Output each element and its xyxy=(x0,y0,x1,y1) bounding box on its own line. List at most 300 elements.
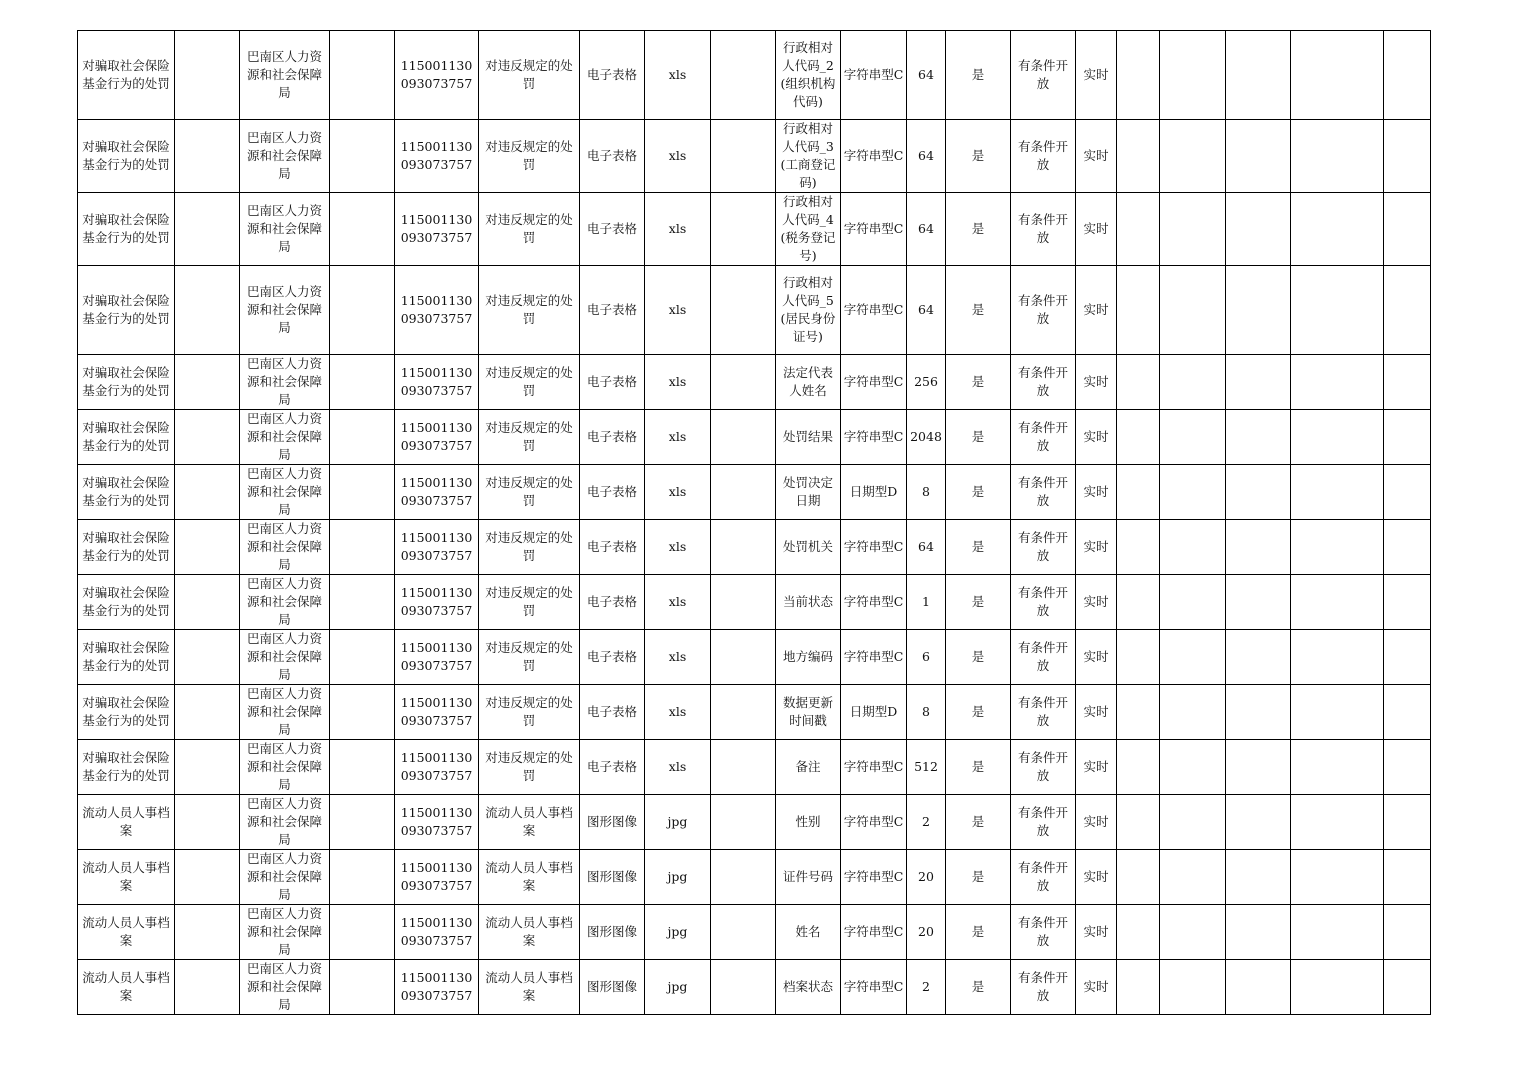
empty-cell xyxy=(711,795,776,850)
format-type-cell: 电子表格 xyxy=(580,410,645,465)
empty-cell xyxy=(1226,120,1291,193)
category-cell: 对违反规定的处罚 xyxy=(479,193,580,266)
empty-cell xyxy=(1117,740,1160,795)
field-length-cell: 1 xyxy=(907,575,946,630)
open-type-cell: 有条件开放 xyxy=(1011,575,1076,630)
empty-cell xyxy=(1160,740,1226,795)
format-type-cell: 电子表格 xyxy=(580,685,645,740)
empty-cell xyxy=(175,905,240,960)
empty-cell xyxy=(1160,630,1226,685)
open-type-cell: 有条件开放 xyxy=(1011,850,1076,905)
data-type-cell: 字符串型C xyxy=(841,630,907,685)
empty-cell xyxy=(1226,575,1291,630)
table-row xyxy=(78,355,1431,410)
category-cell: 对违反规定的处罚 xyxy=(479,520,580,575)
file-ext-cell: xls xyxy=(645,740,711,795)
update-freq-cell: 实时 xyxy=(1076,740,1117,795)
field-length-cell: 64 xyxy=(907,520,946,575)
data-type-cell: 字符串型C xyxy=(841,410,907,465)
file-ext-cell: jpg xyxy=(645,795,711,850)
empty-cell xyxy=(1160,575,1226,630)
format-type-cell: 图形图像 xyxy=(580,905,645,960)
file-ext-cell: jpg xyxy=(645,850,711,905)
empty-cell xyxy=(711,905,776,960)
empty-cell xyxy=(1160,905,1226,960)
empty-cell xyxy=(330,31,395,120)
update-freq-cell: 实时 xyxy=(1076,685,1117,740)
empty-cell xyxy=(1384,410,1431,465)
empty-cell xyxy=(1384,266,1431,355)
file-ext-cell: xls xyxy=(645,120,711,193)
credit-code-cell: 115001130093073757 xyxy=(395,630,479,685)
credit-code-cell: 115001130093073757 xyxy=(395,575,479,630)
data-type-cell: 字符串型C xyxy=(841,960,907,1015)
data-type-cell: 字符串型C xyxy=(841,120,907,193)
category-cell: 对违反规定的处罚 xyxy=(479,630,580,685)
field-length-cell: 64 xyxy=(907,120,946,193)
empty-cell xyxy=(1160,795,1226,850)
field-length-cell: 64 xyxy=(907,31,946,120)
required-cell: 是 xyxy=(946,266,1011,355)
update-freq-cell: 实时 xyxy=(1076,120,1117,193)
category-cell: 对违反规定的处罚 xyxy=(479,31,580,120)
empty-cell xyxy=(1117,410,1160,465)
catalog-table xyxy=(77,30,1431,1015)
table-row xyxy=(78,120,1431,193)
field-name-cell: 地方编码 xyxy=(776,630,841,685)
category-cell: 对违反规定的处罚 xyxy=(479,465,580,520)
item-name-cell: 对骗取社会保险基金行为的处罚 xyxy=(78,266,175,355)
empty-cell xyxy=(1226,31,1291,120)
empty-cell xyxy=(1117,630,1160,685)
format-type-cell: 图形图像 xyxy=(580,850,645,905)
file-ext-cell: xls xyxy=(645,465,711,520)
empty-cell xyxy=(330,520,395,575)
required-cell: 是 xyxy=(946,120,1011,193)
format-type-cell: 电子表格 xyxy=(580,630,645,685)
data-type-cell: 字符串型C xyxy=(841,795,907,850)
empty-cell xyxy=(1160,960,1226,1015)
format-type-cell: 电子表格 xyxy=(580,355,645,410)
field-name-cell: 证件号码 xyxy=(776,850,841,905)
data-type-cell: 字符串型C xyxy=(841,850,907,905)
category-cell: 对违反规定的处罚 xyxy=(479,120,580,193)
file-ext-cell: xls xyxy=(645,630,711,685)
update-freq-cell: 实时 xyxy=(1076,31,1117,120)
empty-cell xyxy=(1291,795,1384,850)
open-type-cell: 有条件开放 xyxy=(1011,905,1076,960)
data-type-cell: 字符串型C xyxy=(841,575,907,630)
empty-cell xyxy=(711,266,776,355)
category-cell: 对违反规定的处罚 xyxy=(479,740,580,795)
data-type-cell: 字符串型C xyxy=(841,740,907,795)
empty-cell xyxy=(330,465,395,520)
empty-cell xyxy=(1160,120,1226,193)
field-length-cell: 8 xyxy=(907,685,946,740)
empty-cell xyxy=(175,120,240,193)
format-type-cell: 电子表格 xyxy=(580,465,645,520)
category-cell: 对违反规定的处罚 xyxy=(479,266,580,355)
format-type-cell: 电子表格 xyxy=(580,193,645,266)
empty-cell xyxy=(1384,120,1431,193)
item-name-cell: 对骗取社会保险基金行为的处罚 xyxy=(78,31,175,120)
table-row xyxy=(78,740,1431,795)
required-cell: 是 xyxy=(946,630,1011,685)
credit-code-cell: 115001130093073757 xyxy=(395,850,479,905)
empty-cell xyxy=(1226,266,1291,355)
empty-cell xyxy=(711,355,776,410)
data-type-cell: 字符串型C xyxy=(841,193,907,266)
empty-cell xyxy=(175,850,240,905)
required-cell: 是 xyxy=(946,410,1011,465)
empty-cell xyxy=(1117,520,1160,575)
open-type-cell: 有条件开放 xyxy=(1011,960,1076,1015)
file-ext-cell: xls xyxy=(645,266,711,355)
open-type-cell: 有条件开放 xyxy=(1011,355,1076,410)
empty-cell xyxy=(1117,850,1160,905)
empty-cell xyxy=(711,193,776,266)
data-type-cell: 字符串型C xyxy=(841,905,907,960)
required-cell: 是 xyxy=(946,740,1011,795)
item-name-cell: 对骗取社会保险基金行为的处罚 xyxy=(78,685,175,740)
credit-code-cell: 115001130093073757 xyxy=(395,120,479,193)
empty-cell xyxy=(711,31,776,120)
empty-cell xyxy=(1291,630,1384,685)
empty-cell xyxy=(175,795,240,850)
file-ext-cell: xls xyxy=(645,410,711,465)
field-name-cell: 处罚决定日期 xyxy=(776,465,841,520)
field-name-cell: 行政相对人代码_4(税务登记号) xyxy=(776,193,841,266)
field-length-cell: 512 xyxy=(907,740,946,795)
update-freq-cell: 实时 xyxy=(1076,630,1117,685)
field-length-cell: 2 xyxy=(907,795,946,850)
empty-cell xyxy=(1160,410,1226,465)
table-row xyxy=(78,193,1431,266)
required-cell: 是 xyxy=(946,465,1011,520)
table-row xyxy=(78,630,1431,685)
field-length-cell: 256 xyxy=(907,355,946,410)
open-type-cell: 有条件开放 xyxy=(1011,685,1076,740)
category-cell: 流动人员人事档案 xyxy=(479,850,580,905)
open-type-cell: 有条件开放 xyxy=(1011,266,1076,355)
empty-cell xyxy=(1226,850,1291,905)
empty-cell xyxy=(1226,465,1291,520)
field-name-cell: 行政相对人代码_3(工商登记码) xyxy=(776,120,841,193)
credit-code-cell: 115001130093073757 xyxy=(395,795,479,850)
category-cell: 对违反规定的处罚 xyxy=(479,355,580,410)
update-freq-cell: 实时 xyxy=(1076,465,1117,520)
table-row xyxy=(78,850,1431,905)
credit-code-cell: 115001130093073757 xyxy=(395,465,479,520)
open-type-cell: 有条件开放 xyxy=(1011,120,1076,193)
table-row xyxy=(78,685,1431,740)
table-body xyxy=(78,31,1431,1015)
credit-code-cell: 115001130093073757 xyxy=(395,193,479,266)
table-row xyxy=(78,520,1431,575)
department-cell: 巴南区人力资源和社会保障局 xyxy=(240,575,330,630)
data-type-cell: 字符串型C xyxy=(841,266,907,355)
field-name-cell: 姓名 xyxy=(776,905,841,960)
empty-cell xyxy=(1160,266,1226,355)
empty-cell xyxy=(1117,266,1160,355)
update-freq-cell: 实时 xyxy=(1076,795,1117,850)
credit-code-cell: 115001130093073757 xyxy=(395,355,479,410)
empty-cell xyxy=(1384,630,1431,685)
field-name-cell: 当前状态 xyxy=(776,575,841,630)
empty-cell xyxy=(1291,193,1384,266)
update-freq-cell: 实时 xyxy=(1076,193,1117,266)
empty-cell xyxy=(1384,193,1431,266)
empty-cell xyxy=(175,575,240,630)
field-length-cell: 64 xyxy=(907,266,946,355)
department-cell: 巴南区人力资源和社会保障局 xyxy=(240,266,330,355)
empty-cell xyxy=(1291,465,1384,520)
empty-cell xyxy=(1384,575,1431,630)
empty-cell xyxy=(175,31,240,120)
empty-cell xyxy=(711,520,776,575)
table-row xyxy=(78,575,1431,630)
empty-cell xyxy=(1160,520,1226,575)
format-type-cell: 电子表格 xyxy=(580,120,645,193)
open-type-cell: 有条件开放 xyxy=(1011,465,1076,520)
empty-cell xyxy=(711,630,776,685)
department-cell: 巴南区人力资源和社会保障局 xyxy=(240,120,330,193)
file-ext-cell: jpg xyxy=(645,960,711,1015)
empty-cell xyxy=(175,410,240,465)
table-row xyxy=(78,795,1431,850)
required-cell: 是 xyxy=(946,31,1011,120)
data-type-cell: 字符串型C xyxy=(841,520,907,575)
required-cell: 是 xyxy=(946,355,1011,410)
empty-cell xyxy=(711,850,776,905)
empty-cell xyxy=(330,193,395,266)
field-name-cell: 数据更新时间戳 xyxy=(776,685,841,740)
department-cell: 巴南区人力资源和社会保障局 xyxy=(240,193,330,266)
credit-code-cell: 115001130093073757 xyxy=(395,960,479,1015)
empty-cell xyxy=(1291,740,1384,795)
data-type-cell: 日期型D xyxy=(841,685,907,740)
field-name-cell: 处罚机关 xyxy=(776,520,841,575)
open-type-cell: 有条件开放 xyxy=(1011,31,1076,120)
empty-cell xyxy=(1291,410,1384,465)
required-cell: 是 xyxy=(946,905,1011,960)
empty-cell xyxy=(330,355,395,410)
empty-cell xyxy=(1226,355,1291,410)
update-freq-cell: 实时 xyxy=(1076,960,1117,1015)
item-name-cell: 流动人员人事档案 xyxy=(78,905,175,960)
empty-cell xyxy=(1160,355,1226,410)
empty-cell xyxy=(1291,575,1384,630)
empty-cell xyxy=(711,685,776,740)
empty-cell xyxy=(1291,685,1384,740)
empty-cell xyxy=(1291,905,1384,960)
field-name-cell: 档案状态 xyxy=(776,960,841,1015)
item-name-cell: 流动人员人事档案 xyxy=(78,795,175,850)
field-length-cell: 2 xyxy=(907,960,946,1015)
item-name-cell: 对骗取社会保险基金行为的处罚 xyxy=(78,740,175,795)
empty-cell xyxy=(711,120,776,193)
credit-code-cell: 115001130093073757 xyxy=(395,266,479,355)
empty-cell xyxy=(1384,960,1431,1015)
empty-cell xyxy=(1160,193,1226,266)
department-cell: 巴南区人力资源和社会保障局 xyxy=(240,960,330,1015)
empty-cell xyxy=(1117,355,1160,410)
credit-code-cell: 115001130093073757 xyxy=(395,31,479,120)
empty-cell xyxy=(330,960,395,1015)
empty-cell xyxy=(175,740,240,795)
credit-code-cell: 115001130093073757 xyxy=(395,740,479,795)
empty-cell xyxy=(1160,31,1226,120)
item-name-cell: 对骗取社会保险基金行为的处罚 xyxy=(78,520,175,575)
empty-cell xyxy=(711,960,776,1015)
empty-cell xyxy=(1384,685,1431,740)
empty-cell xyxy=(711,575,776,630)
category-cell: 对违反规定的处罚 xyxy=(479,410,580,465)
empty-cell xyxy=(330,266,395,355)
empty-cell xyxy=(1291,266,1384,355)
category-cell: 流动人员人事档案 xyxy=(479,905,580,960)
format-type-cell: 电子表格 xyxy=(580,575,645,630)
item-name-cell: 对骗取社会保险基金行为的处罚 xyxy=(78,575,175,630)
department-cell: 巴南区人力资源和社会保障局 xyxy=(240,410,330,465)
item-name-cell: 对骗取社会保险基金行为的处罚 xyxy=(78,355,175,410)
empty-cell xyxy=(1226,193,1291,266)
open-type-cell: 有条件开放 xyxy=(1011,740,1076,795)
credit-code-cell: 115001130093073757 xyxy=(395,685,479,740)
required-cell: 是 xyxy=(946,575,1011,630)
empty-cell xyxy=(711,410,776,465)
update-freq-cell: 实时 xyxy=(1076,850,1117,905)
empty-cell xyxy=(1117,795,1160,850)
required-cell: 是 xyxy=(946,193,1011,266)
empty-cell xyxy=(1384,795,1431,850)
empty-cell xyxy=(1226,795,1291,850)
data-type-cell: 字符串型C xyxy=(841,31,907,120)
empty-cell xyxy=(1291,850,1384,905)
department-cell: 巴南区人力资源和社会保障局 xyxy=(240,355,330,410)
required-cell: 是 xyxy=(946,960,1011,1015)
table-row xyxy=(78,465,1431,520)
credit-code-cell: 115001130093073757 xyxy=(395,520,479,575)
format-type-cell: 图形图像 xyxy=(580,960,645,1015)
file-ext-cell: xls xyxy=(645,685,711,740)
empty-cell xyxy=(1291,520,1384,575)
open-type-cell: 有条件开放 xyxy=(1011,193,1076,266)
required-cell: 是 xyxy=(946,795,1011,850)
open-type-cell: 有条件开放 xyxy=(1011,410,1076,465)
empty-cell xyxy=(1117,960,1160,1015)
empty-cell xyxy=(1291,960,1384,1015)
field-name-cell: 法定代表人姓名 xyxy=(776,355,841,410)
field-name-cell: 处罚结果 xyxy=(776,410,841,465)
field-name-cell: 行政相对人代码_2(组织机构代码) xyxy=(776,31,841,120)
required-cell: 是 xyxy=(946,850,1011,905)
empty-cell xyxy=(1291,120,1384,193)
empty-cell xyxy=(175,520,240,575)
file-ext-cell: xls xyxy=(645,355,711,410)
field-name-cell: 备注 xyxy=(776,740,841,795)
department-cell: 巴南区人力资源和社会保障局 xyxy=(240,905,330,960)
category-cell: 对违反规定的处罚 xyxy=(479,685,580,740)
empty-cell xyxy=(1160,465,1226,520)
open-type-cell: 有条件开放 xyxy=(1011,795,1076,850)
credit-code-cell: 115001130093073757 xyxy=(395,410,479,465)
update-freq-cell: 实时 xyxy=(1076,520,1117,575)
file-ext-cell: jpg xyxy=(645,905,711,960)
format-type-cell: 电子表格 xyxy=(580,740,645,795)
empty-cell xyxy=(330,850,395,905)
item-name-cell: 对骗取社会保险基金行为的处罚 xyxy=(78,193,175,266)
empty-cell xyxy=(1384,740,1431,795)
empty-cell xyxy=(1226,960,1291,1015)
empty-cell xyxy=(711,740,776,795)
field-length-cell: 2048 xyxy=(907,410,946,465)
format-type-cell: 图形图像 xyxy=(580,795,645,850)
credit-code-cell: 115001130093073757 xyxy=(395,905,479,960)
empty-cell xyxy=(1160,850,1226,905)
empty-cell xyxy=(175,960,240,1015)
file-ext-cell: xls xyxy=(645,575,711,630)
file-ext-cell: xls xyxy=(645,31,711,120)
format-type-cell: 电子表格 xyxy=(580,31,645,120)
empty-cell xyxy=(1117,31,1160,120)
update-freq-cell: 实时 xyxy=(1076,905,1117,960)
field-length-cell: 8 xyxy=(907,465,946,520)
file-ext-cell: xls xyxy=(645,520,711,575)
format-type-cell: 电子表格 xyxy=(580,266,645,355)
department-cell: 巴南区人力资源和社会保障局 xyxy=(240,740,330,795)
empty-cell xyxy=(1226,685,1291,740)
field-length-cell: 6 xyxy=(907,630,946,685)
empty-cell xyxy=(330,410,395,465)
empty-cell xyxy=(1117,120,1160,193)
item-name-cell: 对骗取社会保险基金行为的处罚 xyxy=(78,465,175,520)
empty-cell xyxy=(1160,685,1226,740)
field-length-cell: 20 xyxy=(907,850,946,905)
empty-cell xyxy=(1291,355,1384,410)
update-freq-cell: 实时 xyxy=(1076,266,1117,355)
item-name-cell: 流动人员人事档案 xyxy=(78,850,175,905)
empty-cell xyxy=(175,355,240,410)
department-cell: 巴南区人力资源和社会保障局 xyxy=(240,465,330,520)
item-name-cell: 流动人员人事档案 xyxy=(78,960,175,1015)
empty-cell xyxy=(330,685,395,740)
empty-cell xyxy=(330,905,395,960)
empty-cell xyxy=(1384,355,1431,410)
item-name-cell: 对骗取社会保险基金行为的处罚 xyxy=(78,410,175,465)
update-freq-cell: 实时 xyxy=(1076,575,1117,630)
empty-cell xyxy=(1226,630,1291,685)
empty-cell xyxy=(330,120,395,193)
empty-cell xyxy=(175,630,240,685)
table-row xyxy=(78,905,1431,960)
category-cell: 流动人员人事档案 xyxy=(479,960,580,1015)
empty-cell xyxy=(1117,193,1160,266)
empty-cell xyxy=(711,465,776,520)
update-freq-cell: 实时 xyxy=(1076,410,1117,465)
data-type-cell: 字符串型C xyxy=(841,355,907,410)
department-cell: 巴南区人力资源和社会保障局 xyxy=(240,850,330,905)
field-length-cell: 64 xyxy=(907,193,946,266)
department-cell: 巴南区人力资源和社会保障局 xyxy=(240,795,330,850)
department-cell: 巴南区人力资源和社会保障局 xyxy=(240,31,330,120)
table-row xyxy=(78,31,1431,120)
empty-cell xyxy=(1226,905,1291,960)
empty-cell xyxy=(175,685,240,740)
open-type-cell: 有条件开放 xyxy=(1011,630,1076,685)
empty-cell xyxy=(1226,740,1291,795)
update-freq-cell: 实时 xyxy=(1076,355,1117,410)
